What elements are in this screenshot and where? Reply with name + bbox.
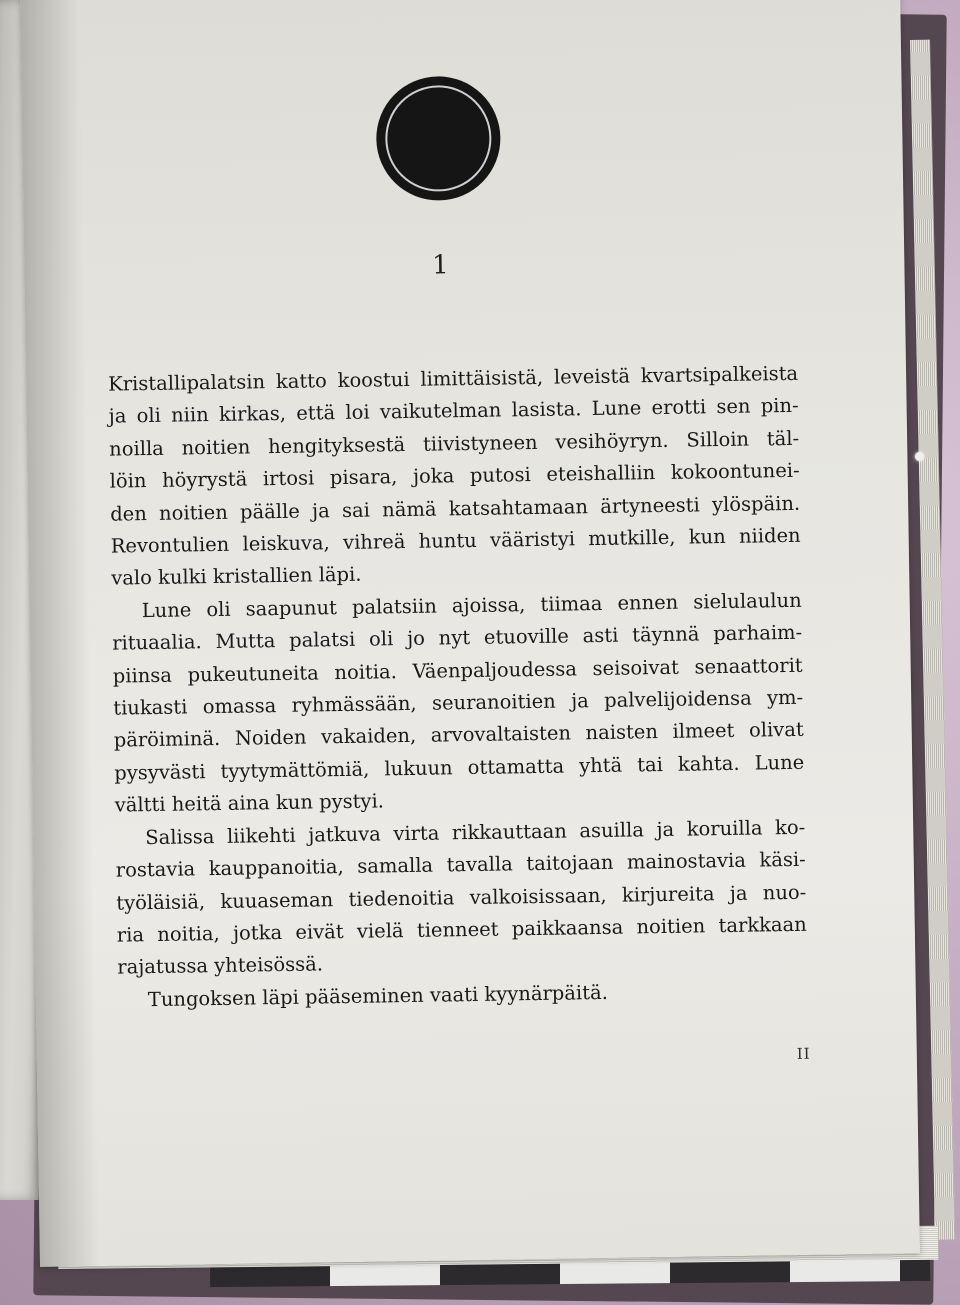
page-number: II xyxy=(796,1044,811,1063)
text-line: Lune oli saapunut palatsiin ajoissa, tiimaa ennen sielulaulun xyxy=(141,588,802,622)
text-line: Tungoksen läpi pääseminen vaati kyynärpäitä. xyxy=(147,980,608,1011)
text-line: ja oli niin kirkas, että loi vaikutelman lasista. Lune erotti sen pin- xyxy=(108,394,799,429)
paragraph xyxy=(111,585,804,823)
chapter-number: 1 xyxy=(431,250,449,281)
paragraph xyxy=(108,358,801,596)
text-line: löin höyrystä irtosi pisara, joka putosi eteishalliin kokoontunei- xyxy=(109,459,800,493)
text-line: vältti heitä aina kun pystyi. xyxy=(114,789,385,817)
text-line: rituaalia. Mutta palatsi oli jo nyt etuoville asti täynnä parhaim- xyxy=(112,621,803,655)
text-line: Revontulien leiskuva, vihreä huntu vääristyi mutkille, kun niiden xyxy=(110,523,801,558)
text-line: rostavia kauppanoitia, samalla tavalla taitojaan mainostavia käsi- xyxy=(115,847,806,882)
body-text xyxy=(108,358,808,1017)
text-line: den noitien päälle ja sai nämä katsahtamaan ärtyneesti ylöspäin. xyxy=(110,491,801,526)
paragraph xyxy=(115,811,807,984)
lint-speck xyxy=(915,452,924,461)
book-page xyxy=(20,0,920,1267)
text-line: Salissa liikehti jatkuva virta rikkauttaan asuilla ja koruilla ko- xyxy=(145,815,806,849)
text-line: työläisiä, kuuaseman tiedenoitia valkoisissaan, kirjureita ja nuo- xyxy=(116,880,807,915)
chapter-ornament-circle xyxy=(375,75,501,201)
text-line: Kristallipalatsin katto koostui limittäisistä, leveistä kvartsipalkeista xyxy=(107,361,799,396)
text-line: pysyvästi tyytymättömiä, lukuun ottamatta yhtä tai kahta. Lune xyxy=(114,750,805,785)
text-line: valo kulki kristallien läpi. xyxy=(111,563,362,591)
text-line: piinsa pukeutuneita noitia. Väenpaljoudessa seisoivat senaattorit xyxy=(112,653,803,688)
ornament-ring xyxy=(385,85,493,193)
text-line: ria noitia, jotka eivät vielä tienneet paikkaansa noitien tarkkaan xyxy=(116,912,807,947)
text-line: rajatussa yhteisössä. xyxy=(117,952,324,979)
text-line: noilla noitien hengityksestä tiivistyneen vesihöyryn. Silloin täl- xyxy=(109,426,800,461)
text-line: tiukasti omassa ryhmässään, seuranoitien ja palvelijoidensa ym- xyxy=(113,685,804,720)
text-line: päröiminä. Noiden vakaiden, arvovaltaisten naisten ilmeet olivat xyxy=(113,718,804,753)
